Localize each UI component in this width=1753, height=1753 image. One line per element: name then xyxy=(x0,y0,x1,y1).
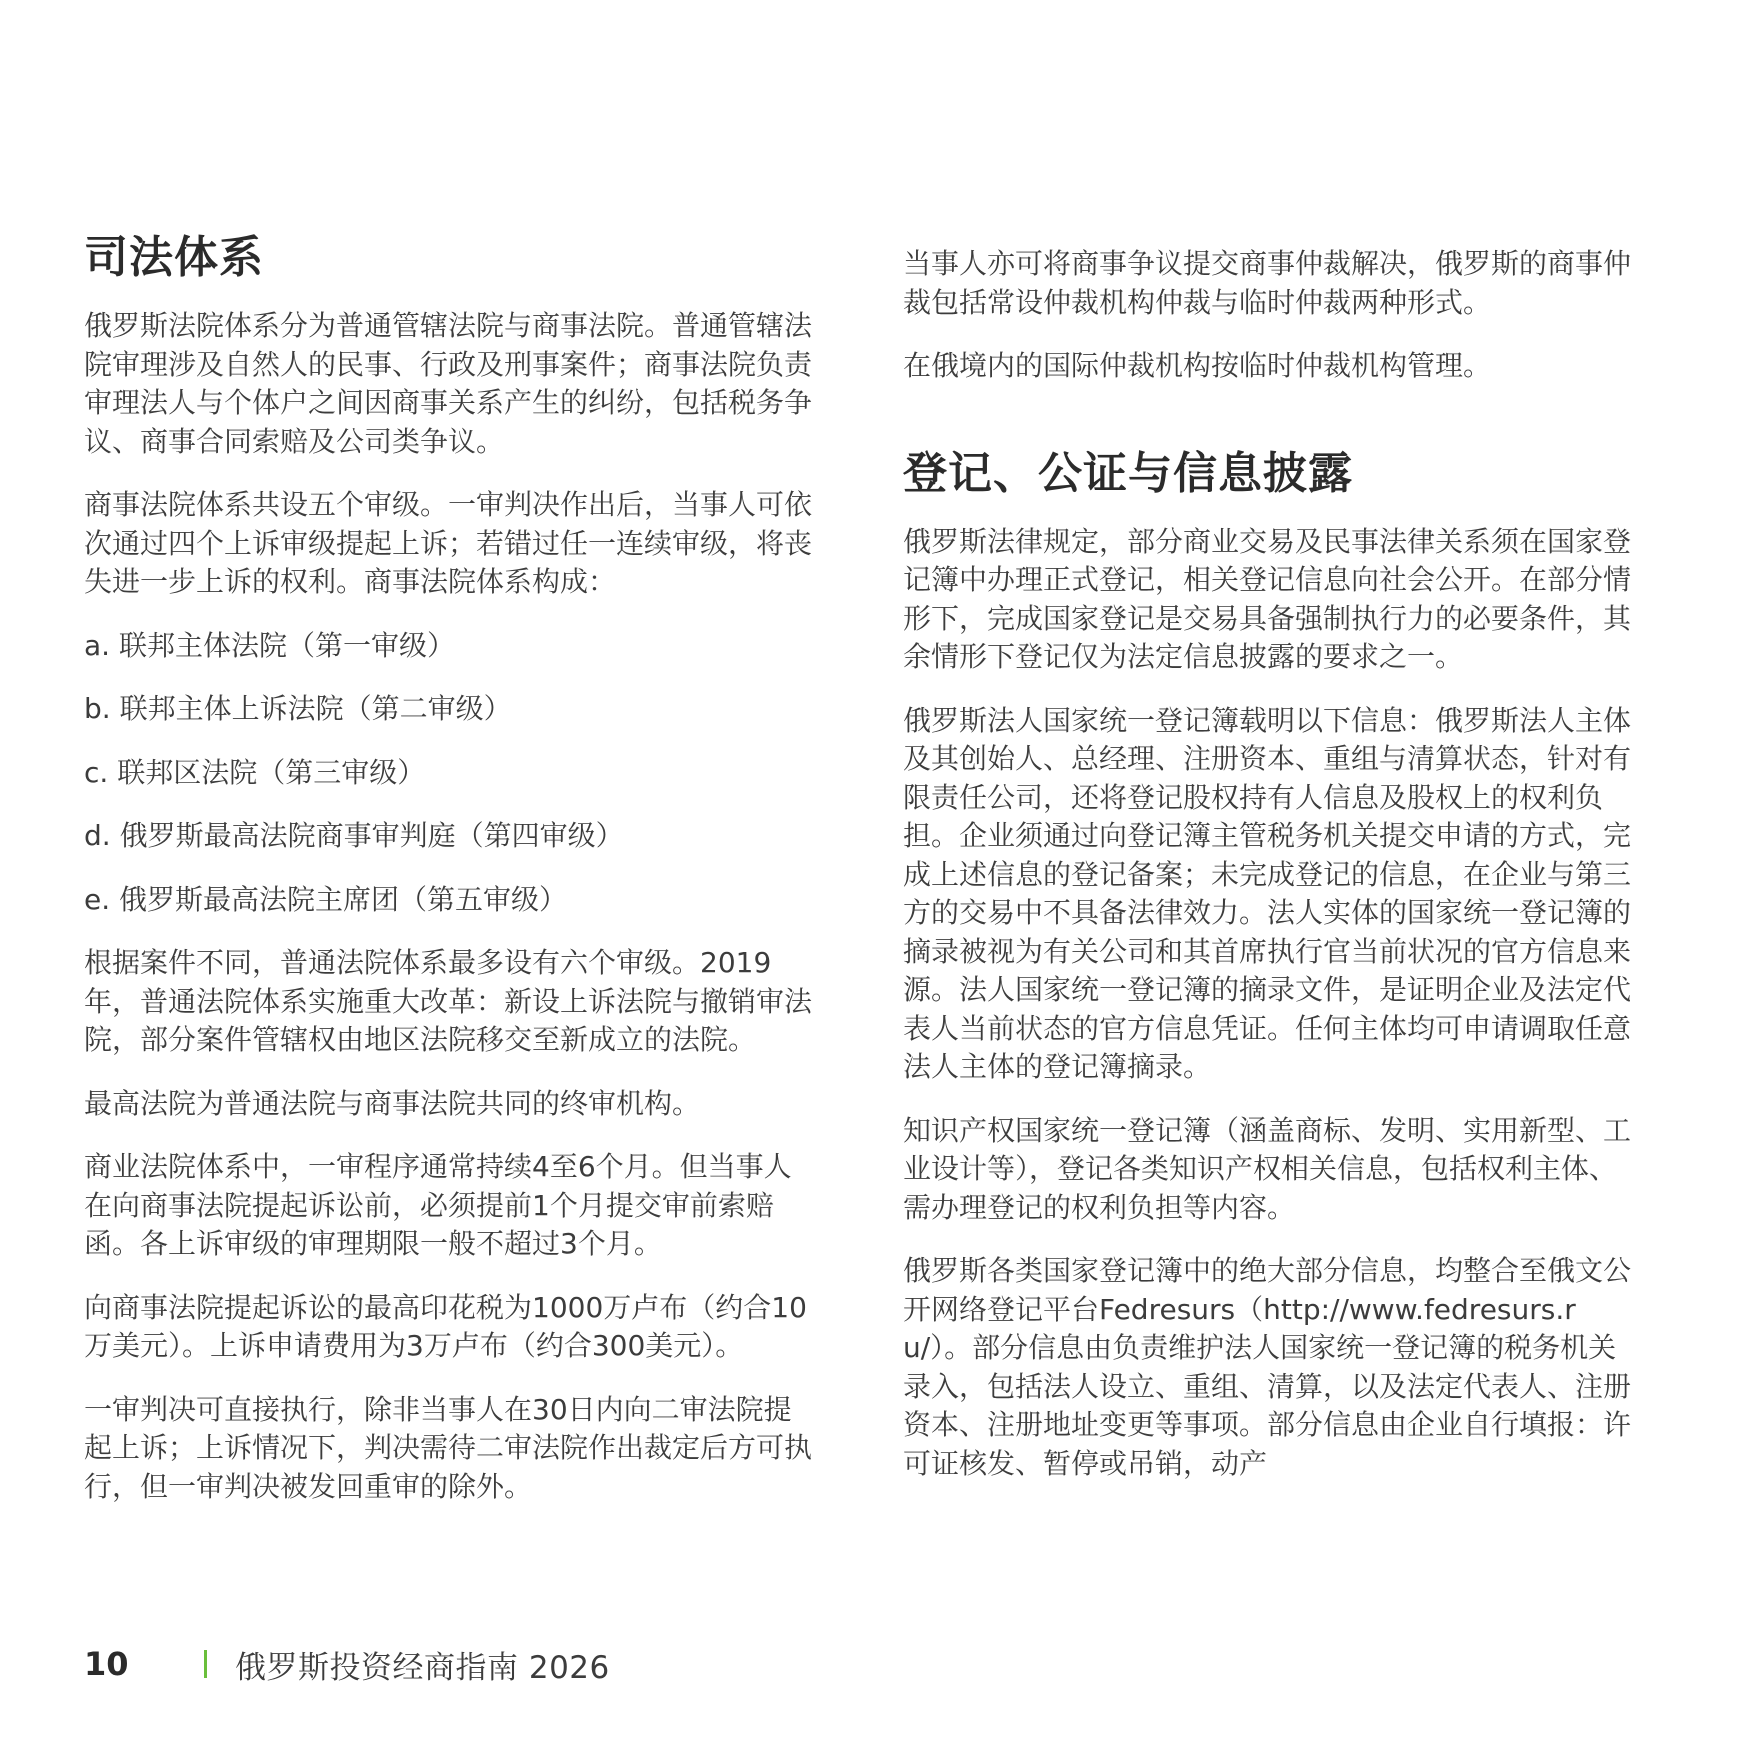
list-item: e. 俄罗斯最高法院主席团（第五审级） xyxy=(84,882,568,916)
left-column xyxy=(84,230,819,1531)
paragraph: 最高法院为普通法院与商事法院共同的终审机构。 xyxy=(84,1086,701,1120)
paragraph: 俄罗斯法人国家统一登记簿载明以下信息：俄罗斯法人主体及其创始人、总经理、注册资本、重组与清算状态，针对有限责任公司，还将登记股权持有人信息及股权上的权利负担。企业须通过向登记簿主管税务机关提交申请的方式，完成上述信息的登记备案；未完成登记的信息，在企业与第三方的交易中不具备法律效力。法人实体的国家统一登记簿的摘录被视为有关公司和其首席执行官当前状况的官方信息来源。法人国家统一登记簿的摘录文件，是证明企业及法定代表人当前状态的官方信息凭证。任何主体均可申请调取任意法人主体的登记簿摘录。 xyxy=(903,703,1632,1083)
paragraph: 根据案件不同，普通法院体系最多设有六个审级。2019年，普通法院体系实施重大改革：新设上诉法院与撤销审法院，部分案件管辖权由地区法院移交至新成立的法院。 xyxy=(84,946,813,1056)
paragraph: 知识产权国家统一登记簿（涵盖商标、发明、实用新型、工业设计等），登记各类知识产权相关信息，包括权利主体、需办理登记的权利负担等内容。 xyxy=(903,1113,1632,1224)
list-item: a. 联邦主体法院（第一审级） xyxy=(84,628,455,662)
paragraph: 商事法院体系共设五个审级。一审判决作出后，当事人可依次通过四个上诉审级提起上诉；若错过任一连续审级，将丧失进一步上诉的权利。商事法院体系构成： xyxy=(84,488,813,598)
paragraph: 俄罗斯法院体系分为普通管辖法院与商事法院。普通管辖法院审理涉及自然人的民事、行政及刑事案件；商事法院负责审理法人与个体户之间因商事关系产生的纠纷，包括税务争议、商事合同索赔及公司类争议。 xyxy=(84,309,813,458)
list-item: d. 俄罗斯最高法院商事审判庭（第四审级） xyxy=(84,819,624,852)
page-footer xyxy=(84,1642,610,1686)
section-heading-judicial-system: 司法体系 xyxy=(84,232,264,283)
footer-divider xyxy=(204,1650,207,1678)
paragraph: 在俄境内的国际仲裁机构按临时仲裁机构管理。 xyxy=(903,349,1492,382)
paragraph: 一审判决可直接执行，除非当事人在30日内向二审法院提起上诉；上诉情况下，判决需待二审法院作出裁定后方可执行，但一审判决被发回重审的除外。 xyxy=(84,1392,813,1503)
page-number: 10 xyxy=(84,1645,129,1683)
publication-title: 俄罗斯投资经商指南 2026 xyxy=(235,1649,610,1686)
list-item: b. 联邦主体上诉法院（第二审级） xyxy=(84,692,512,725)
paragraph: 当事人亦可将商事争议提交商事仲裁解决，俄罗斯的商事仲裁包括常设仲裁机构仲裁与临时仲裁两种形式。 xyxy=(903,247,1632,319)
section-heading-registration: 登记、公证与信息披露 xyxy=(903,447,1353,499)
paragraph: 商业法院体系中，一审程序通常持续4至6个月。但当事人在向商事法院提起诉讼前，必须提前1个月提交审前索赔函。各上诉审级的审理期限一般不超过3个月。 xyxy=(84,1150,792,1260)
right-column xyxy=(903,245,1638,1508)
paragraph: 向商事法院提起诉讼的最高印花税为1000万卢布（约合10万美元）。上诉申请费用为3万卢布（约合300美元）。 xyxy=(84,1290,807,1362)
paragraph: 俄罗斯各类国家登记簿中的绝大部分信息，均整合至俄文公开网络登记平台Fedresurs（http://www.fedresurs.ru/）。部分信息由负责维护法人国家统一登记簿的税务机关录入，包括法人设立、重组、清算，以及法定代表人、注册资本、注册地址变更等事项。部分信息由企业自行填报：许可证核发、暂停或吊销，动产 xyxy=(903,1254,1632,1480)
court-levels-list xyxy=(84,627,819,920)
list-item: c. 联邦区法院（第三审级） xyxy=(84,755,426,789)
paragraph: 俄罗斯法律规定，部分商业交易及民事法律关系须在国家登记簿中办理正式登记，相关登记信息向社会公开。在部分情形下，完成国家登记是交易具备强制执行力的必要条件，其余情形下登记仅为法定信息披露的要求之一。 xyxy=(903,524,1632,673)
